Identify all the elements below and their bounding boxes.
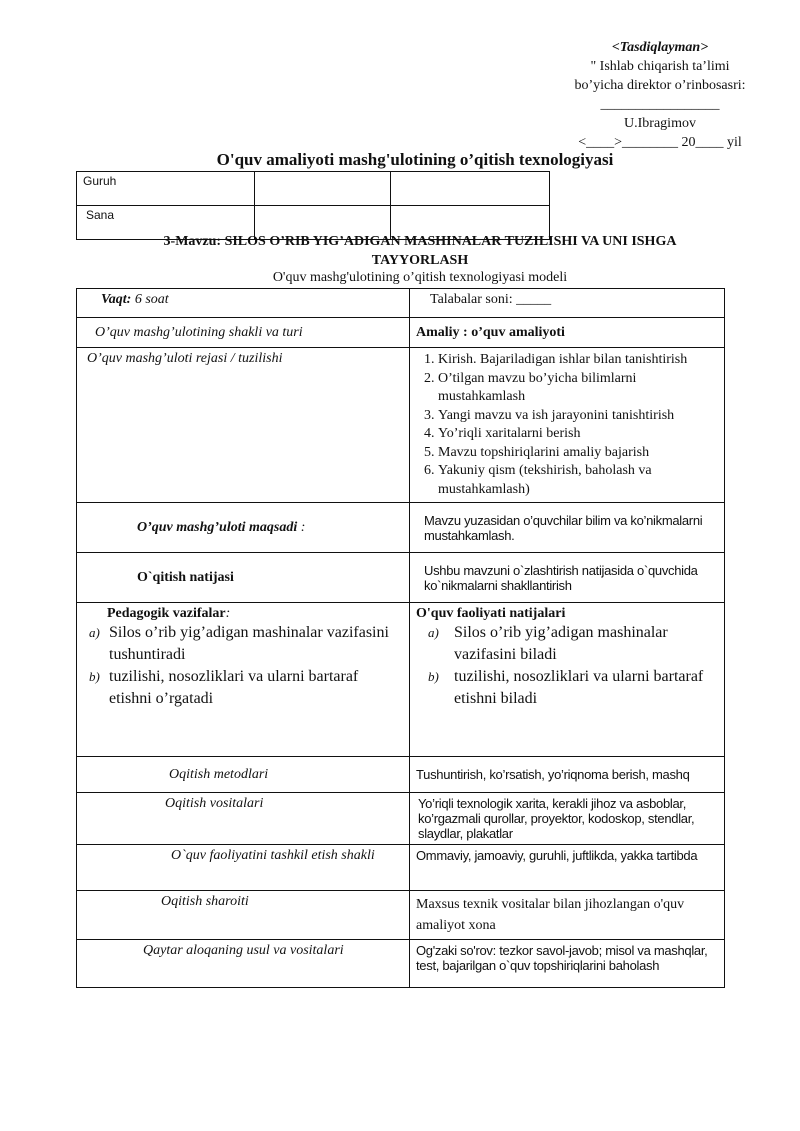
org-label: O`quv faoliyatini tashkil etish shakli <box>77 845 410 891</box>
methods-label: Oqitish metodlari <box>77 757 410 793</box>
topic-heading <box>80 232 760 270</box>
list-marker: a) <box>89 625 100 640</box>
feedback-row <box>77 940 725 988</box>
act-label: O'quv faoliyati natijalari <box>416 606 566 621</box>
date-label: Sana <box>77 206 255 240</box>
result-label: O`qitish natijasi <box>77 553 410 603</box>
goal-row <box>77 503 725 553</box>
form-label: O’quv mashg’ulotining shakli va turi <box>77 318 410 348</box>
approval-line-1: " Ishlab chiqarish ta’limi <box>590 59 730 74</box>
conditions-label: Oqitish sharoiti <box>77 891 410 940</box>
methods-row <box>77 757 725 793</box>
list-text: tuzilishi, nosozliklari va ularni bartaraf etishni biladi <box>454 668 704 707</box>
plan-label: O’quv mashg’uloti rejasi / tuzilishi <box>77 348 410 503</box>
group-table <box>76 171 550 240</box>
group-label: Guruh <box>77 172 255 206</box>
model-subtitle: O'quv mashg'ulotining o’qitish texnologiyasi modeli <box>272 270 568 285</box>
feedback-value: Og'zaki so'rov: tezkor savol-javob; misol va mashqlar, test, bajarilgan o`quv topshiriqlarini baholash <box>410 940 725 988</box>
ped-label: Pedagogik vazifalar <box>107 606 226 621</box>
time-cell <box>77 289 410 318</box>
students-cell: Talabalar soni: _____ <box>410 289 725 318</box>
approver-name: U.Ibragimov <box>624 116 696 131</box>
list-item <box>424 666 718 710</box>
ped-heading <box>85 606 403 622</box>
group-row <box>77 172 550 206</box>
methods-value: Tushuntirish, ko’rsatish, yo’riqnoma berish, mashq <box>410 757 725 793</box>
plan-row <box>77 348 725 503</box>
tools-row <box>77 793 725 845</box>
goal-value: Mavzu yuzasidan o’quvchilar bilim va ko’nikmalarni mustahkamlash. <box>410 503 725 553</box>
group-cell <box>255 172 391 206</box>
list-item: 6. Yakuniy qism (tekshirish, baholash va mustahkamlash) <box>438 462 718 499</box>
approval-date: <____>________ 20____ yil <box>578 135 742 150</box>
time-label: Vaqt: <box>101 292 132 307</box>
approval-block <box>540 38 780 152</box>
list-item: 5. Mavzu topshiriqlarini amaliy bajarish <box>438 444 718 463</box>
topic-line-1: 3-Mavzu: SILOS O’RIB YIG’ADIGAN MASHINALAR TUZILISHI VA UNI ISHGA <box>163 234 677 249</box>
list-text: tuzilishi, nosozliklari va ularni bartaraf etishni o’rgatadi <box>109 668 359 707</box>
list-item: 2. O’tilgan mavzu bo’yicha bilimlarni mustahkamlash <box>438 370 718 407</box>
org-value: Ommaviy, jamoaviy, guruhli, juftlikda, yakka tartibda <box>410 845 725 891</box>
conditions-value: Maxsus texnik vositalar bilan jihozlangan o'quv amaliyot xona <box>410 891 725 940</box>
page-title: O'quv amaliyoti mashg'ulotining o’qitish texnologiyasi <box>216 150 614 169</box>
list-item: 1. Kirish. Bajariladigan ishlar bilan tanishtirish <box>438 351 718 370</box>
time-row <box>77 289 725 318</box>
act-cell <box>410 603 725 757</box>
list-text: Silos o’rib yig’adigan mashinalar vazifasini tushuntiradi <box>109 624 389 663</box>
feedback-label: Qaytar aloqaning usul va vositalari <box>77 940 410 988</box>
list-item <box>85 666 403 710</box>
goal-label-cell <box>77 503 410 553</box>
goal-colon: : <box>297 519 306 535</box>
goal-label: O’quv mashg’uloti maqsadi <box>137 519 298 535</box>
approval-line-2: bo’yicha direktor o’rinbosasri: <box>574 78 746 93</box>
form-value: Amaliy : o’quv amaliyoti <box>410 318 725 348</box>
list-marker: b) <box>428 669 439 684</box>
model-table <box>76 288 725 988</box>
act-list <box>416 622 718 710</box>
result-value: Ushbu mavzuni o`zlashtirish natijasida o`quvchida ko`nikmalarni shakllantirish <box>410 553 725 603</box>
tasks-row <box>77 603 725 757</box>
group-cell <box>391 172 550 206</box>
plan-list <box>416 351 718 499</box>
approval-title: <Tasdiqlayman> <box>611 40 709 55</box>
ped-cell <box>77 603 410 757</box>
tools-label: Oqitish vositalari <box>77 793 410 845</box>
signature-line: _________________ <box>600 97 720 112</box>
form-row <box>77 318 725 348</box>
topic-line-2: TAYYORLASH <box>371 253 469 268</box>
tools-value: Yo’riqli texnologik xarita, kerakli jihoz va asboblar, ko’rgazmali qurollar, proyektor, kodoskop, stendlar, slaydlar, plakatlar <box>410 793 725 845</box>
list-item <box>85 622 403 666</box>
org-row <box>77 845 725 891</box>
result-row <box>77 553 725 603</box>
conditions-row <box>77 891 725 940</box>
list-marker: a) <box>428 625 439 640</box>
time-value: 6 soat <box>131 292 169 307</box>
list-marker: b) <box>89 669 100 684</box>
list-item <box>424 622 718 666</box>
ped-list <box>85 622 403 710</box>
list-item: 4. Yo’riqli xaritalarni berish <box>438 425 718 444</box>
list-text: Silos o’rib yig’adigan mashinalar vazifasini biladi <box>454 624 668 663</box>
ped-colon: : <box>225 606 231 621</box>
list-item: 3. Yangi mavzu va ish jarayonini tanishtirish <box>438 407 718 426</box>
plan-cell <box>410 348 725 503</box>
